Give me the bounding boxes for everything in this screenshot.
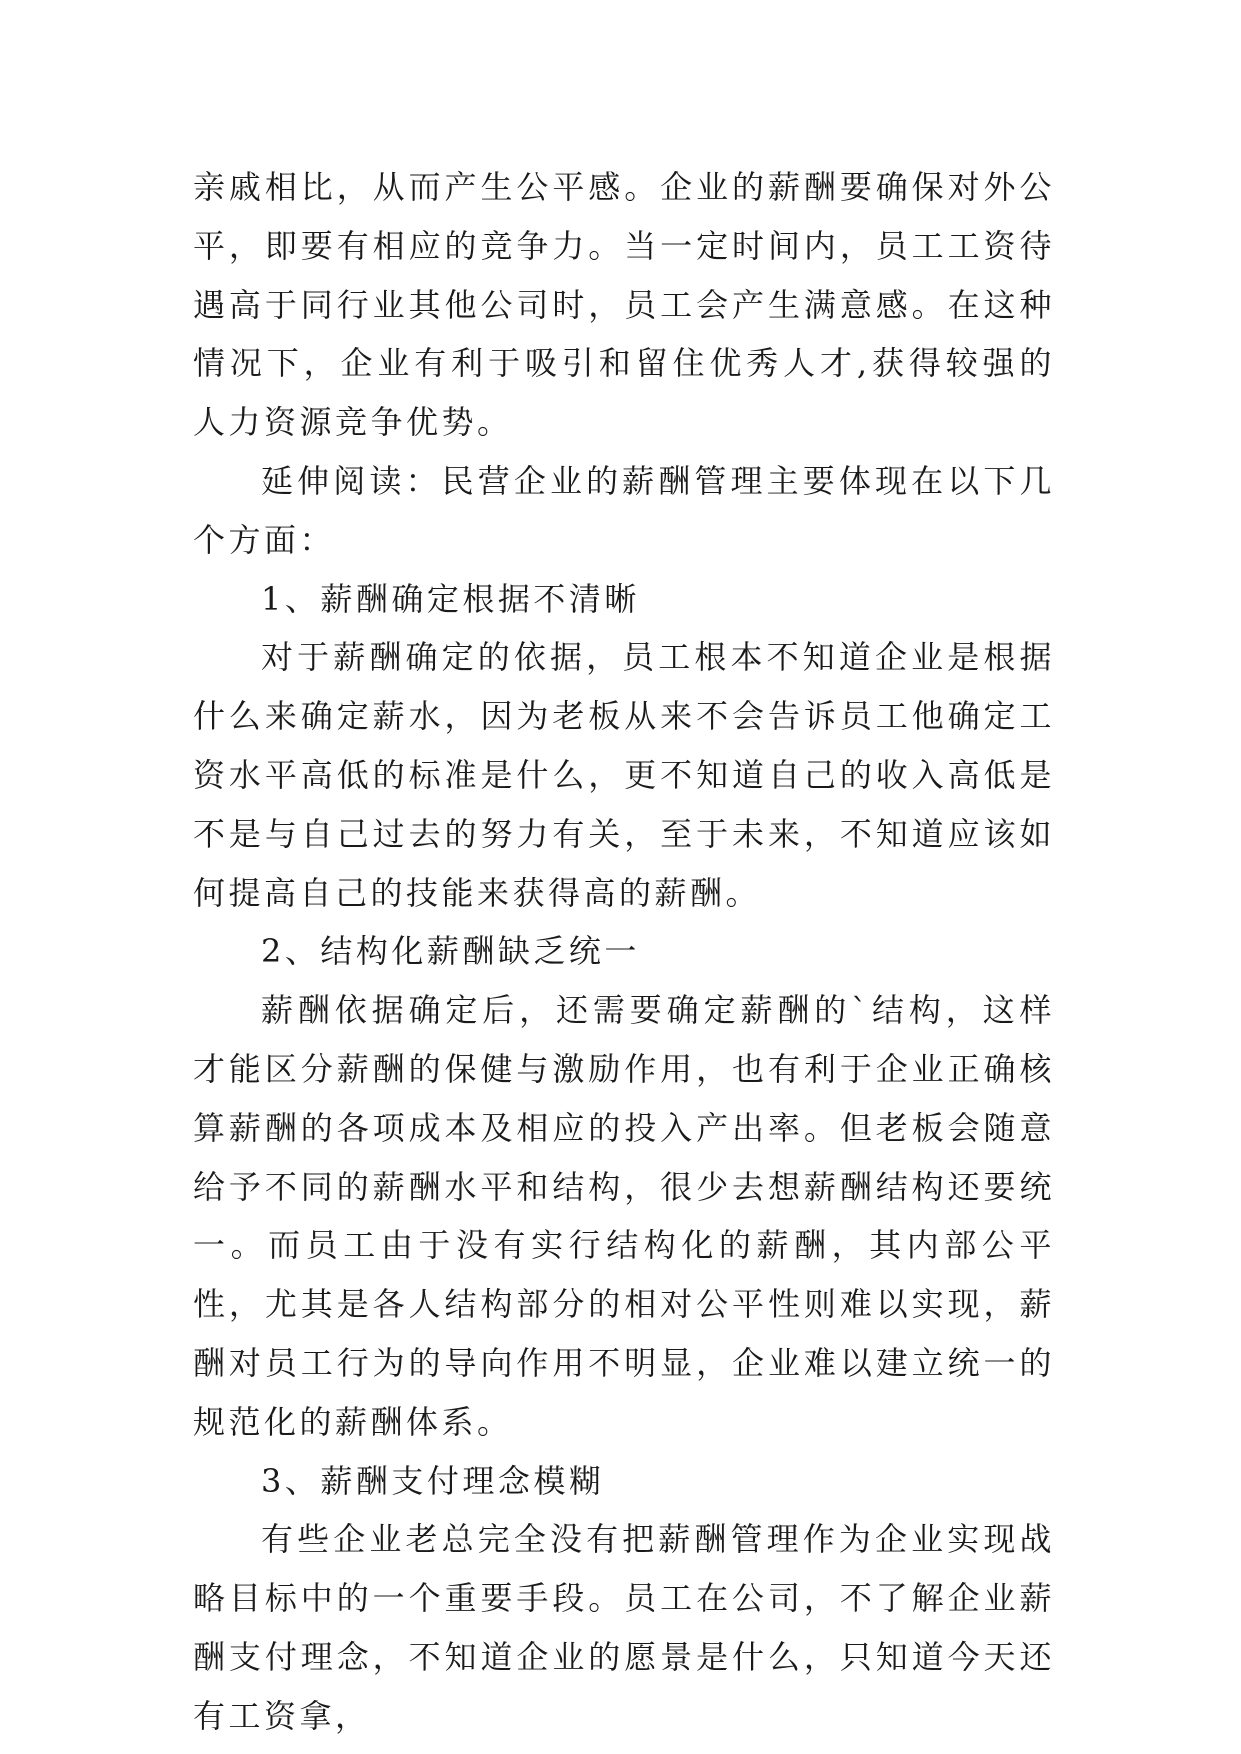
paragraph-extended-reading: 延伸阅读：民营企业的薪酬管理主要体现在以下几个方面： [193, 461, 1055, 559]
document-body [193, 158, 1055, 1746]
section-heading-3: 3、薪酬支付理念模糊 [261, 1461, 605, 1500]
paragraph-section-3: 有些企业老总完全没有把薪酬管理作为企业实现战略目标中的一个重要手段。员工在公司，不了解企业薪酬支付理念，不知道企业的愿景是什么，只知道今天还有工资拿， [193, 1520, 1055, 1735]
paragraph-section-1: 对于薪酬确定的依据，员工根本不知道企业是根据什么来确定薪水，因为老板从来不会告诉员工他确定工资水平高低的标准是什么，更不知道自己的收入高低是不是与自己过去的努力有关，至于未来，不知道应该如何提高自己的技能来获得高的薪酬。 [193, 638, 1055, 912]
paragraph-section-2: 薪酬依据确定后，还需要确定薪酬的`结构，这样才能区分薪酬的保健与激励作用，也有利于企业正确核算薪酬的各项成本及相应的投入产出率。但老板会随意给予不同的薪酬水平和结构，很少去想薪酬结构还要统一。而员工由于没有实行结构化的薪酬，其内部公平性，尤其是各人结构部分的相对公平性则难以实现，薪酬对员工行为的导向作用不明显，企业难以建立统一的规范化的薪酬体系。 [193, 991, 1055, 1441]
section-heading-2: 2、结构化薪酬缺乏统一 [261, 932, 640, 971]
section-heading-1: 1、薪酬确定根据不清晰 [261, 579, 640, 618]
paragraph-continuation: 亲戚相比，从而产生公平感。企业的薪酬要确保对外公平，即要有相应的竞争力。当一定时间内，员工工资待遇高于同行业其他公司时，员工会产生满意感。在这种情况下，企业有利于吸引和留住优秀人才,获得较强的人力资源竞争优势。 [193, 168, 1055, 442]
